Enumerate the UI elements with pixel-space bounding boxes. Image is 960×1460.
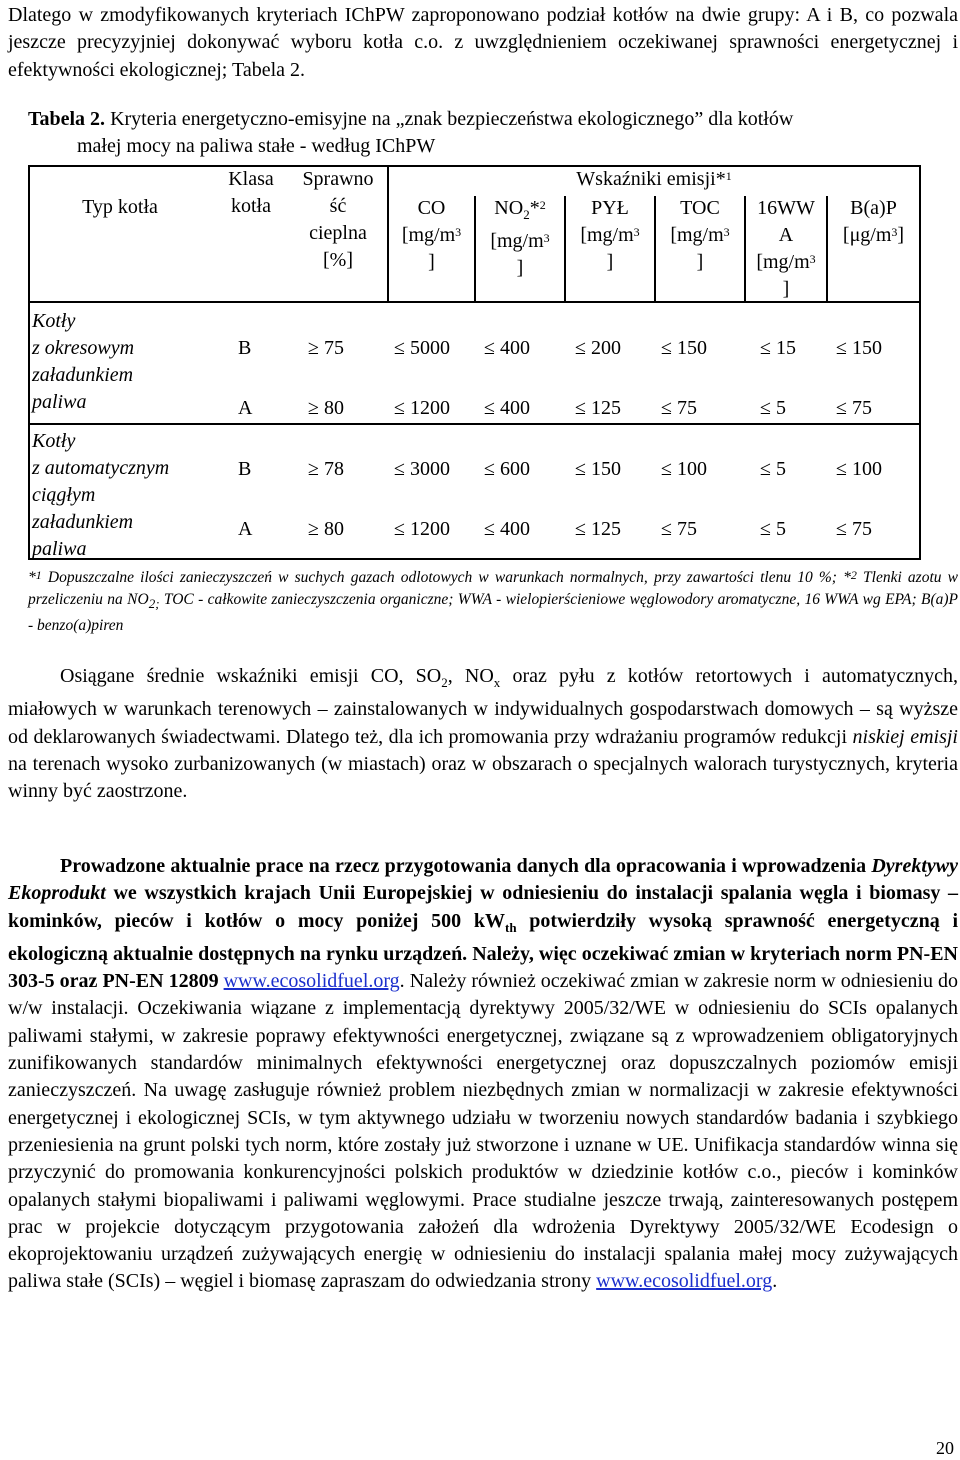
cell-toc: ≤ 150: [661, 337, 707, 359]
cell-bap: ≤ 150: [836, 337, 882, 359]
header-wwa: 16WW A [$mg/m^3$ ]: [756, 197, 816, 300]
le-symbol: ≤: [760, 458, 771, 480]
cell-wwa: ≤ 15: [760, 337, 796, 359]
header-klasa: Klasa kotła: [228, 168, 274, 217]
ge-symbol: ≥: [308, 458, 319, 480]
le-symbol: ≤: [575, 458, 586, 480]
le-symbol: ≤: [836, 518, 847, 540]
le-symbol: ≤: [836, 397, 847, 419]
criteria-table: [28, 165, 921, 560]
cell-co: ≤ 5000: [394, 337, 450, 359]
le-symbol: ≤: [575, 397, 586, 419]
header-no2: $NO_2*^2$ [$mg/m^3$ ]: [490, 197, 550, 279]
le-symbol: ≤: [484, 518, 495, 540]
header-wskazniki: Wskaźniki emisji*$^1$: [576, 168, 732, 190]
cell-bap: ≤ 100: [836, 458, 882, 480]
le-symbol: ≤: [394, 337, 405, 359]
table-footnote: *$^1$ Dopuszczalne ilości zanieczyszczeń w suchych gazach odlotowych w warunkach normalnych, przy zawartości tlenu 10 %; *$^2$ Tlenki azotu w przeliczeniu na $NO_{2;}$ TOC - całkowite zanieczyszczenia organiczne; WWA - wielopierścieniowe węglowodory aromatyczne, 16 WWA wg EPA; B(a)P - benzo(a)piren: [28, 568, 959, 635]
cell-wwa: ≤ 5: [760, 458, 786, 480]
cell-bap: ≤ 75: [836, 518, 872, 540]
cell-sprawnosc: ≥ 75: [308, 337, 344, 359]
cell-pyl: ≤ 125: [575, 397, 621, 419]
ecosolidfuel-link[interactable]: www.ecosolidfuel.org: [223, 970, 400, 993]
le-symbol: ≤: [394, 397, 405, 419]
table-caption-line1: Kryteria energetyczno-emisyjne na „znak bezpieczeństwa ekologicznego” dla kotłów: [105, 108, 794, 130]
header-pyl: PYŁ [$mg/m^3$ ]: [580, 197, 640, 273]
row-label-okresowy: Kotły z okresowym załadunkiem paliwa: [32, 310, 135, 413]
ecosolidfuel-link-2[interactable]: www.ecosolidfuel.org: [596, 1270, 773, 1293]
header-co: CO [$mg/m^3$ ]: [401, 197, 462, 273]
le-symbol: ≤: [836, 458, 847, 480]
table-caption-label: Tabela 2.: [28, 108, 106, 130]
cell-co: ≤ 3000: [394, 458, 450, 480]
header-sprawnosc: Sprawno ść cieplna [%]: [302, 168, 374, 271]
cell-sprawnosc: ≥ 80: [308, 518, 344, 540]
cell-pyl: ≤ 200: [575, 337, 621, 359]
le-symbol: ≤: [760, 397, 771, 419]
cell-klasa: B: [238, 337, 252, 359]
cell-pyl: ≤ 125: [575, 518, 621, 540]
paragraph-emissions: Osiągane średnie wskaźniki emisji CO, $SO_2$, $NO_x$ oraz pyłu z kotłów retortowych i automatycznych, miałowych w warunkach terenowych – zainstalowanych w indywidualnych gospodarstwach domowych – są wyższe od deklarowanych świadectwami. Dlatego też, dla ich promowania przy wdrażaniu programów redukcji niskiej emisji na terenach wysoko zurbanizowanych (w miastach) oraz w obszarach o specjalnych walorach turystycznych, kryteria winny być zaostrzone.: [8, 665, 958, 803]
cell-toc: ≤ 75: [661, 397, 697, 419]
le-symbol: ≤: [661, 518, 672, 540]
le-symbol: ≤: [484, 458, 495, 480]
cell-no2: ≤ 600: [484, 458, 530, 480]
le-symbol: ≤: [575, 337, 586, 359]
header-typ: Typ kotła: [82, 196, 158, 218]
cell-sprawnosc: ≥ 78: [308, 458, 344, 480]
header-toc: TOC [$mg/m^3$ ]: [670, 197, 730, 273]
le-symbol: ≤: [661, 458, 672, 480]
cell-wwa: ≤ 5: [760, 518, 786, 540]
le-symbol: ≤: [394, 518, 405, 540]
ge-symbol: ≥: [308, 337, 319, 359]
table-group-line: [30, 423, 919, 425]
cell-klasa: A: [238, 397, 253, 419]
cell-bap: ≤ 75: [836, 397, 872, 419]
cell-sprawnosc: ≥ 80: [308, 397, 344, 419]
cell-no2: ≤ 400: [484, 337, 530, 359]
cell-co: ≤ 1200: [394, 518, 450, 540]
le-symbol: ≤: [575, 518, 586, 540]
cell-toc: ≤ 100: [661, 458, 707, 480]
le-symbol: ≤: [661, 397, 672, 419]
cell-co: ≤ 1200: [394, 397, 450, 419]
le-symbol: ≤: [661, 337, 672, 359]
table-caption-line2: małej mocy na paliwa stałe - według IChPW: [77, 135, 436, 157]
le-symbol: ≤: [836, 337, 847, 359]
cell-klasa: B: [238, 458, 252, 480]
le-symbol: ≤: [760, 337, 771, 359]
cell-toc: ≤ 75: [661, 518, 697, 540]
cell-wwa: ≤ 5: [760, 397, 786, 419]
le-symbol: ≤: [484, 337, 495, 359]
intro-paragraph: Dlatego w zmodyfikowanych kryteriach IChPW zaproponowano podział kotłów na dwie grupy: A i B, co pozwala jeszcze precyzyjniej dokonywać wyboru kotła c.o. z uwzględnieniem oczekiwanej sprawności energetycznej i efektywności ekologicznej; Tabela 2.: [8, 4, 958, 81]
cell-klasa: A: [238, 518, 253, 540]
table-caption: [28, 106, 958, 160]
cell-no2: ≤ 400: [484, 397, 530, 419]
le-symbol: ≤: [394, 458, 405, 480]
le-symbol: ≤: [760, 518, 771, 540]
cell-no2: ≤ 400: [484, 518, 530, 540]
row-label-automatyczny: Kotły z automatycznym ciągłym załadunkiem paliwa: [32, 430, 170, 560]
ge-symbol: ≥: [308, 397, 319, 419]
ge-symbol: ≥: [308, 518, 319, 540]
cell-pyl: ≤ 150: [575, 458, 621, 480]
page-number: 20: [936, 1438, 954, 1458]
header-bap: B(a)P $[\mu g/m^3]$: [842, 197, 905, 246]
le-symbol: ≤: [484, 397, 495, 419]
paragraph-ecodesign: Prowadzone aktualnie prace na rzecz przygotowania danych dla opracowania i wprowadzenia Dyrektywy Ekoprodukt we wszystkich krajach Unii Europejskiej w odniesieniu do instalacji spalania węgla i biomasy – kominków, pieców i kotłów o mocy poniżej 500 $kW_{th}$ potwierdziły wysoką sprawność energetyczną i ekologiczną aktualnie dostępnych na rynku urządzeń. Należy, więc oczekiwać zmian w kryteriach norm PN-EN 303-5 oraz PN-EN 12809 www.ecosolidfuel.org. Należy również oczekiwać zmian w zakresie norm w odniesieniu do w/w instalacji. Oczekiwania wiązane z implementacją dyrektywy 2005/32/WE w odniesieniu do SCIs opalanych paliwami stałymi, w zakresie poprawy efektywności energetycznej, związane są z wprowadzeniem obligatoryjnych zunifikowanych standardów minimalnych efektywności energetycznej oraz dopuszczalnych poziomów emisji zanieczyszczeń. Na uwagę zasługuje również problem niezbędnych zmian w normalizacji w zakresie efektywności energetycznej i ekologicznej SCIs, w tym aktywnego udziału w tworzeniu nowych standardów badania i szybkiego przeniesienia na grunt polski tych norm, które zostały już stworzone i uznane w UE. Unifikacja standardów winna się przyczynić do promowania konkurencyjności polskich produktów w dziedzinie kotłów c.o., pieców i kominków opalanych stałymi biopaliwami i paliwami węglowymi. Prace studialne jeszcze trwają, zainteresowanych postępem prac w projekcie dotyczącym przygotowania założeń dla wdrożenia Dyrektywy 2005/32/WE Ecodesign o ekoprojektowaniu urządzeń zużywających energię w odniesieniu do instalacji spalania małej mocy zużywających paliwa stałe (SCIs) – węgiel i biomasę zapraszam do odwiedzania strony www.ecosolidfuel.org.: [8, 855, 959, 1293]
